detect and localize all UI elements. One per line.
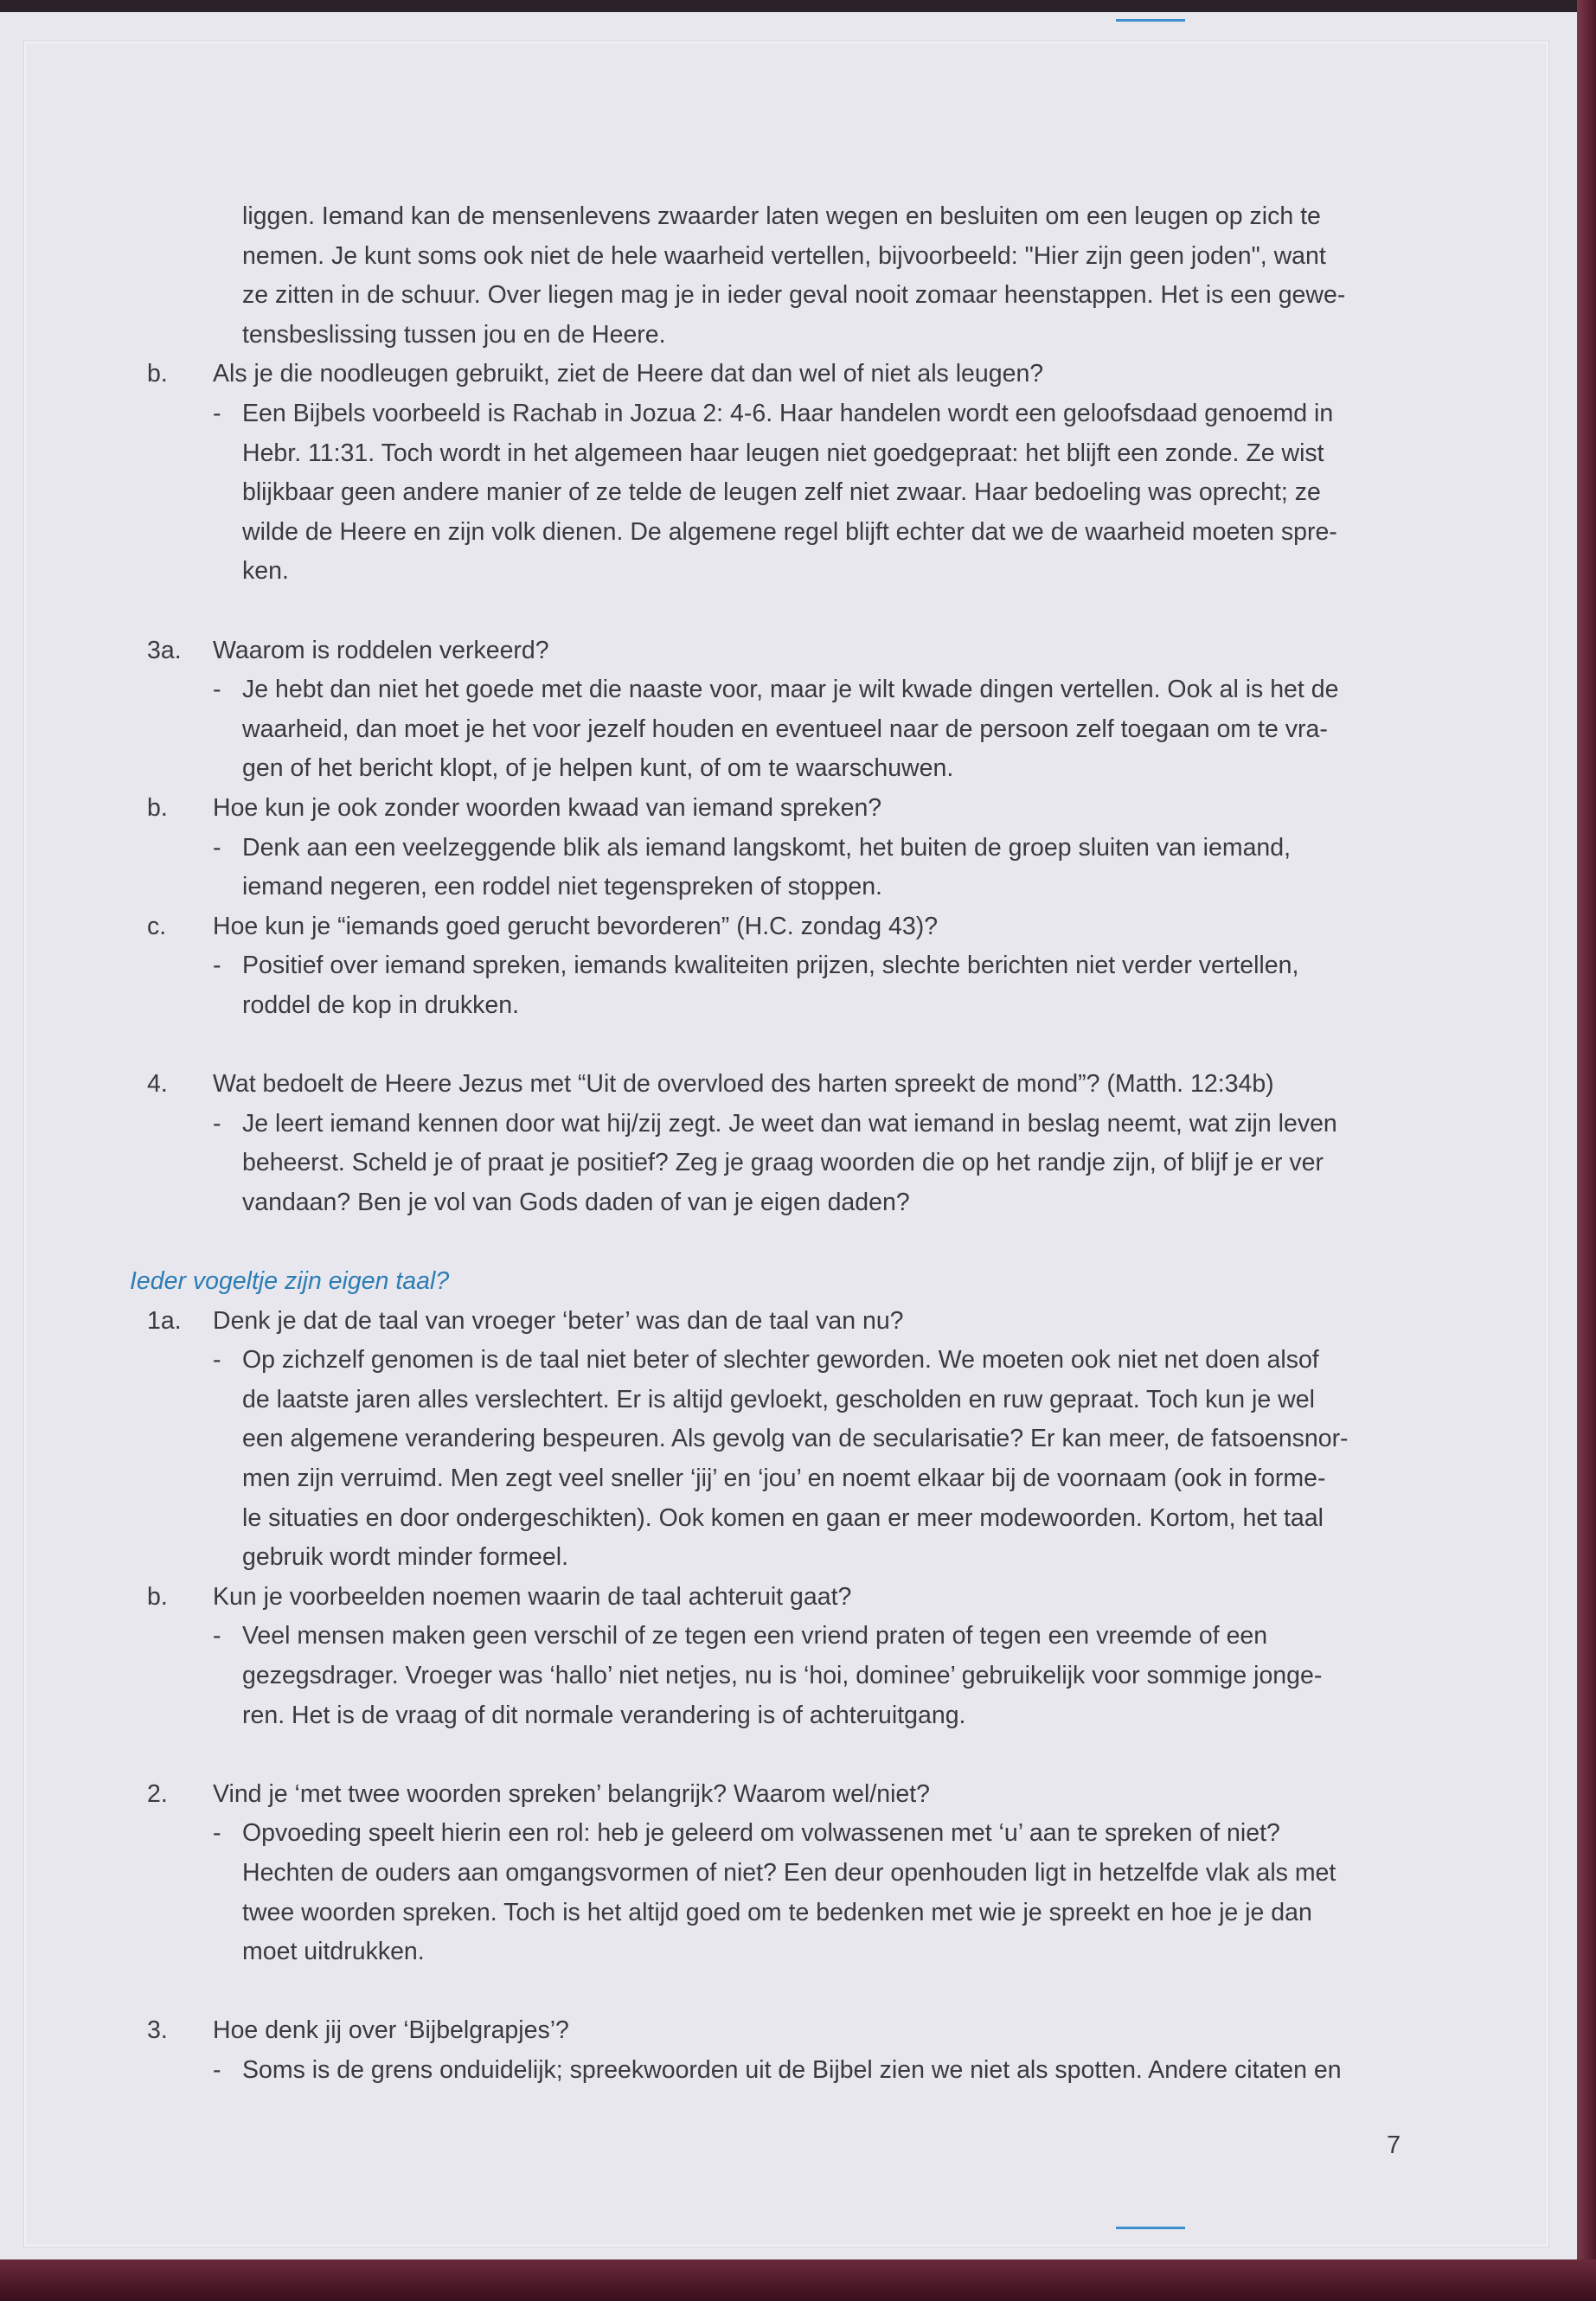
- answer: [130, 1617, 1445, 1735]
- text-line: Waarom is roddelen verkeerd?: [213, 636, 549, 664]
- bullet-dash: -: [213, 833, 221, 862]
- bullet-dash: -: [213, 2055, 221, 2084]
- page-sheet: [0, 12, 1579, 2261]
- answer: [130, 1814, 1445, 1971]
- bullet-dash: -: [213, 399, 221, 427]
- text-line: iemand negeren, een roddel niet tegenspreken of stoppen.: [242, 873, 882, 901]
- text-line: Hebr. 11:31. Toch wordt in het algemeen haar leugen niet goedgepraat: het blijft een zonde. Ze wist: [242, 439, 1324, 467]
- question: [130, 907, 1445, 947]
- page-number: 7: [1387, 2131, 1401, 2159]
- text-line: men zijn verruimd. Men zegt veel sneller ‘jij’ en ‘jou’ en noemt elkaar bij de voornaam (ook in forme-: [242, 1465, 1326, 1492]
- registration-mark: [1116, 19, 1185, 22]
- bullet-dash: -: [213, 952, 221, 980]
- text-line: liggen. Iemand kan de mensenlevens zwaarder laten wegen en besluiten om een leugen op zich te: [242, 202, 1321, 230]
- book-binding-right: [1577, 0, 1596, 2301]
- question: [130, 1578, 1445, 1618]
- question-number: 1a.: [147, 1306, 182, 1335]
- text-line: Positief over iemand spreken, iemands kwaliteiten prijzen, slechte berichten niet verder vertellen,: [242, 952, 1299, 980]
- question-number: b.: [147, 1582, 168, 1611]
- text-line: een algemene verandering bespeuren. Als gevolg van de secularisatie? Er kan meer, de fatsoensnor-: [242, 1425, 1349, 1453]
- document-body: [130, 197, 1445, 2091]
- question: [130, 631, 1445, 671]
- text-line: Opvoeding speelt hierin een rol: heb je geleerd om volwassenen met ‘u’ aan te spreken of niet?: [242, 1819, 1280, 1848]
- question-number: 3.: [147, 2016, 168, 2045]
- text-line: Een Bijbels voorbeeld is Rachab in Jozua 2: 4-6. Haar handelen wordt een geloofsdaad genoemd in: [242, 399, 1334, 427]
- text-line: roddel de kop in drukken.: [242, 990, 520, 1019]
- text-line: Hoe kun je “iemands goed gerucht bevorderen” (H.C. zondag 43)?: [213, 912, 939, 940]
- text-line: Denk aan een veelzeggende blik als iemand langskomt, het buiten de groep sluiten van iemand,: [242, 833, 1292, 862]
- text-line: tensbeslissing tussen jou en de Heere.: [242, 320, 666, 349]
- question-number: 2.: [147, 1779, 168, 1808]
- question-number: b.: [147, 793, 168, 822]
- text-line: le situaties en door ondergeschikten). Ook komen en gaan er meer modewoorden. Kortom, het taal: [242, 1503, 1324, 1532]
- text-line: Kun je voorbeelden noemen waarin de taal achteruit gaat?: [213, 1582, 852, 1611]
- text-line: Als je die noodleugen gebruikt, ziet de Heere dat dan wel of niet als leugen?: [213, 360, 1044, 388]
- book-binding-bottom: [0, 2259, 1596, 2301]
- question-number: b.: [147, 360, 168, 388]
- question: [130, 355, 1445, 394]
- text-line: Ieder vogeltje zijn eigen taal?: [130, 1267, 450, 1296]
- question: [130, 1302, 1445, 1342]
- text-line: Vind je ‘met twee woorden spreken’ belangrijk? Waarom wel/niet?: [213, 1779, 931, 1808]
- question: [130, 1065, 1445, 1105]
- text-line: wilde de Heere en zijn volk dienen. De algemene regel blijft echter dat we de waarheid moeten spre-: [242, 517, 1337, 546]
- question: [130, 789, 1445, 829]
- answer: [130, 1341, 1445, 1578]
- question: [130, 1775, 1445, 1815]
- text-line: ken.: [242, 557, 289, 586]
- text-line: vandaan? Ben je vol van Gods daden of van je eigen daden?: [242, 1188, 910, 1216]
- text-line: beheerst. Scheld je of praat je positief? Zeg je graag woorden die op het randje zijn, of blijf je er ver: [242, 1149, 1324, 1177]
- text-line: ze zitten in de schuur. Over liegen mag je in ieder geval nooit zomaar heenstappen. Het is een gewe-: [242, 281, 1346, 310]
- text-line: blijkbaar geen andere manier of ze telde de leugen zelf niet zwaar. Haar bedoeling was oprecht; ze: [242, 478, 1321, 507]
- text-line: Veel mensen maken geen verschil of ze tegen een vriend praten of tegen een vreemde of een: [242, 1622, 1268, 1650]
- question-number: 4.: [147, 1070, 168, 1099]
- text-line: Soms is de grens onduidelijk; spreekwoorden uit de Bijbel zien we niet als spotten. Andere citaten en: [242, 2055, 1342, 2084]
- answer: [130, 829, 1445, 907]
- text-line: twee woorden spreken. Toch is het altijd goed om te bedenken met wie je spreekt en hoe je je dan: [242, 1898, 1312, 1926]
- answer: [130, 197, 1445, 355]
- text-line: waarheid, dan moet je het voor jezelf houden en eventueel naar de persoon zelf toegaan om te vra-: [242, 715, 1328, 743]
- bullet-dash: -: [213, 1109, 221, 1138]
- bullet-dash: -: [213, 1346, 221, 1375]
- answer: [130, 394, 1445, 592]
- bullet-dash: -: [213, 1819, 221, 1848]
- text-line: nemen. Je kunt soms ook niet de hele waarheid vertellen, bijvoorbeeld: "Hier zijn geen joden", want: [242, 241, 1326, 270]
- text-line: Hechten de ouders aan omgangsvormen of niet? Een deur openhouden ligt in hetzelfde vlak als met: [242, 1858, 1336, 1887]
- section-heading: [130, 1262, 1445, 1302]
- bullet-dash: -: [213, 676, 221, 704]
- text-line: ren. Het is de vraag of dit normale verandering is of achteruitgang.: [242, 1701, 966, 1729]
- text-line: Je hebt dan niet het goede met die naaste voor, maar je wilt kwade dingen vertellen. Ook al is het de: [242, 676, 1339, 704]
- answer: [130, 670, 1445, 789]
- text-line: Je leert iemand kennen door wat hij/zij zegt. Je weet dan wat iemand in beslag neemt, wat zijn leven: [242, 1109, 1337, 1138]
- answer: [130, 946, 1445, 1025]
- text-line: Op zichzelf genomen is de taal niet beter of slechter geworden. We moeten ook niet net doen alsof: [242, 1346, 1319, 1375]
- text-line: gezegsdrager. Vroeger was ‘hallo’ niet netjes, nu is ‘hoi, dominee’ gebruikelijk voor sommige jonge-: [242, 1661, 1323, 1689]
- question-number: c.: [147, 912, 167, 940]
- bullet-dash: -: [213, 1622, 221, 1650]
- text-line: Hoe kun je ook zonder woorden kwaad van iemand spreken?: [213, 793, 882, 822]
- registration-mark: [1116, 2227, 1185, 2229]
- text-line: Denk je dat de taal van vroeger ‘beter’ was dan de taal van nu?: [213, 1306, 904, 1335]
- text-line: gen of het bericht klopt, of je helpen kunt, of om te waarschuwen.: [242, 754, 954, 783]
- text-line: gebruik wordt minder formeel.: [242, 1543, 568, 1572]
- text-line: Hoe denk jij over ‘Bijbelgrapjes’?: [213, 2016, 569, 2045]
- answer: [130, 2051, 1445, 2091]
- question-number: 3a.: [147, 636, 182, 664]
- text-line: de laatste jaren alles verslechtert. Er is altijd gevloekt, gescholden en ruw gepraat. Toch kun je wel: [242, 1385, 1315, 1413]
- answer: [130, 1105, 1445, 1223]
- text-line: Wat bedoelt de Heere Jezus met “Uit de overvloed des harten spreekt de mond”? (Matth. 12:34b): [213, 1070, 1274, 1099]
- question: [130, 2011, 1445, 2051]
- text-line: moet uitdrukken.: [242, 1938, 425, 1966]
